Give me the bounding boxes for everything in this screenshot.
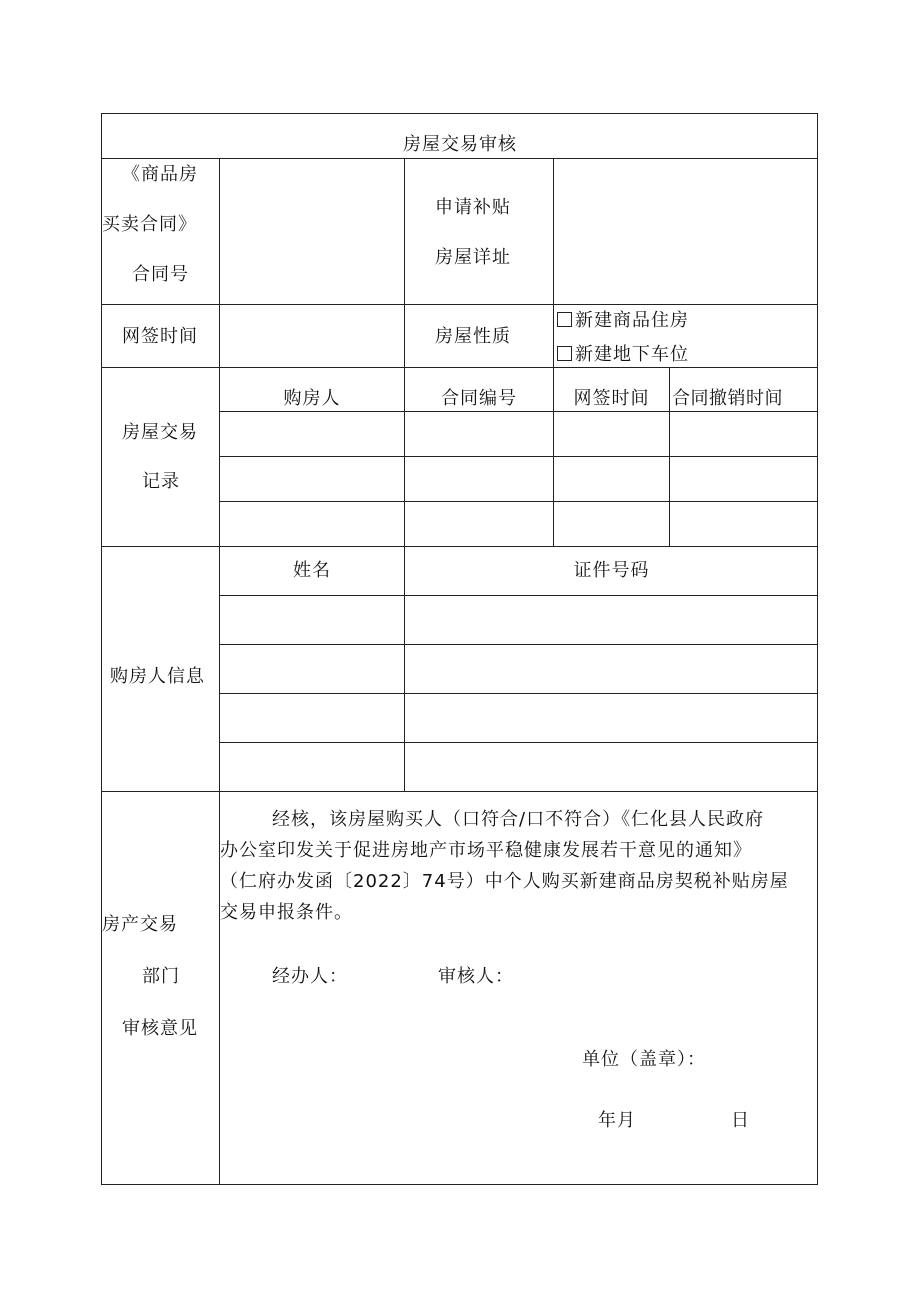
address-field[interactable] bbox=[555, 160, 817, 303]
housing-transaction-review-form bbox=[101, 113, 818, 1185]
records-header-cancel-time: 合同撤销时间 bbox=[672, 388, 783, 409]
divider bbox=[219, 644, 818, 645]
reviewer-label: 审核人： bbox=[438, 966, 514, 987]
divider bbox=[102, 158, 818, 159]
review-statement-line: 交易申报条件。 bbox=[220, 902, 353, 923]
handler-label: 经办人： bbox=[272, 966, 348, 987]
review-label-line2: 部门 bbox=[142, 966, 180, 987]
divider bbox=[404, 158, 405, 367]
divider bbox=[102, 367, 818, 368]
divider bbox=[102, 546, 818, 547]
records-label-line2: 记录 bbox=[142, 471, 180, 492]
form-title: 房屋交易审核 bbox=[403, 134, 517, 155]
records-header-buyer: 购房人 bbox=[283, 388, 341, 409]
review-label-line3: 审核意见 bbox=[122, 1018, 198, 1039]
divider bbox=[219, 158, 220, 1185]
date-year-month-label: 年月 bbox=[598, 1110, 636, 1131]
nature-option-underground-parking[interactable]: 新建地下车位 bbox=[557, 344, 689, 366]
contract-label-line2: 买卖合同》 bbox=[102, 214, 197, 235]
address-label-line1: 申请补贴 bbox=[435, 197, 511, 218]
divider bbox=[553, 158, 554, 367]
buyer-header-id-number: 证件号码 bbox=[573, 560, 650, 581]
review-statement-line: （仁府办发函〔2022〕74号）中个人购买新建商品房契税补贴房屋 bbox=[220, 871, 789, 892]
checkbox-icon[interactable] bbox=[557, 312, 572, 327]
records-label-line1: 房屋交易 bbox=[122, 422, 198, 443]
divider bbox=[219, 456, 818, 457]
buyer-header-name: 姓名 bbox=[293, 560, 331, 581]
review-statement-line: 办公室印发关于促进房地产市场平稳健康发展若干意见的通知》 bbox=[220, 840, 752, 861]
review-statement bbox=[220, 804, 810, 928]
checkbox-icon[interactable] bbox=[557, 346, 572, 361]
records-header-sign-time: 网签时间 bbox=[573, 388, 650, 409]
divider bbox=[404, 546, 405, 791]
records-header-contract-no: 合同编号 bbox=[441, 388, 517, 409]
divider bbox=[219, 693, 818, 694]
buyer-info-label: 购房人信息 bbox=[110, 666, 205, 687]
sign-time-field[interactable] bbox=[221, 306, 403, 366]
nature-option-commercial-housing[interactable]: 新建商品住房 bbox=[557, 310, 689, 332]
divider bbox=[102, 304, 818, 305]
divider bbox=[102, 791, 818, 792]
address-label-line2: 房屋详址 bbox=[435, 247, 511, 268]
divider bbox=[669, 367, 670, 546]
contract-label-line3: 合同号 bbox=[132, 264, 189, 285]
divider bbox=[219, 411, 818, 412]
divider bbox=[219, 595, 818, 596]
contract-number-field[interactable] bbox=[221, 160, 403, 303]
divider bbox=[219, 501, 818, 502]
unit-seal-label: 单位（盖章）： bbox=[582, 1049, 706, 1070]
contract-label-line1: 《商品房 bbox=[122, 164, 198, 185]
divider bbox=[219, 742, 818, 743]
date-day-label: 日 bbox=[731, 1110, 750, 1131]
review-statement-line: 经核，该房屋购买人（口符合/口不符合）《仁化县人民政府 bbox=[272, 809, 765, 830]
house-nature-label: 房屋性质 bbox=[435, 326, 511, 347]
sign-time-label: 网签时间 bbox=[122, 326, 198, 347]
review-label-line1: 房产交易 bbox=[102, 914, 178, 935]
